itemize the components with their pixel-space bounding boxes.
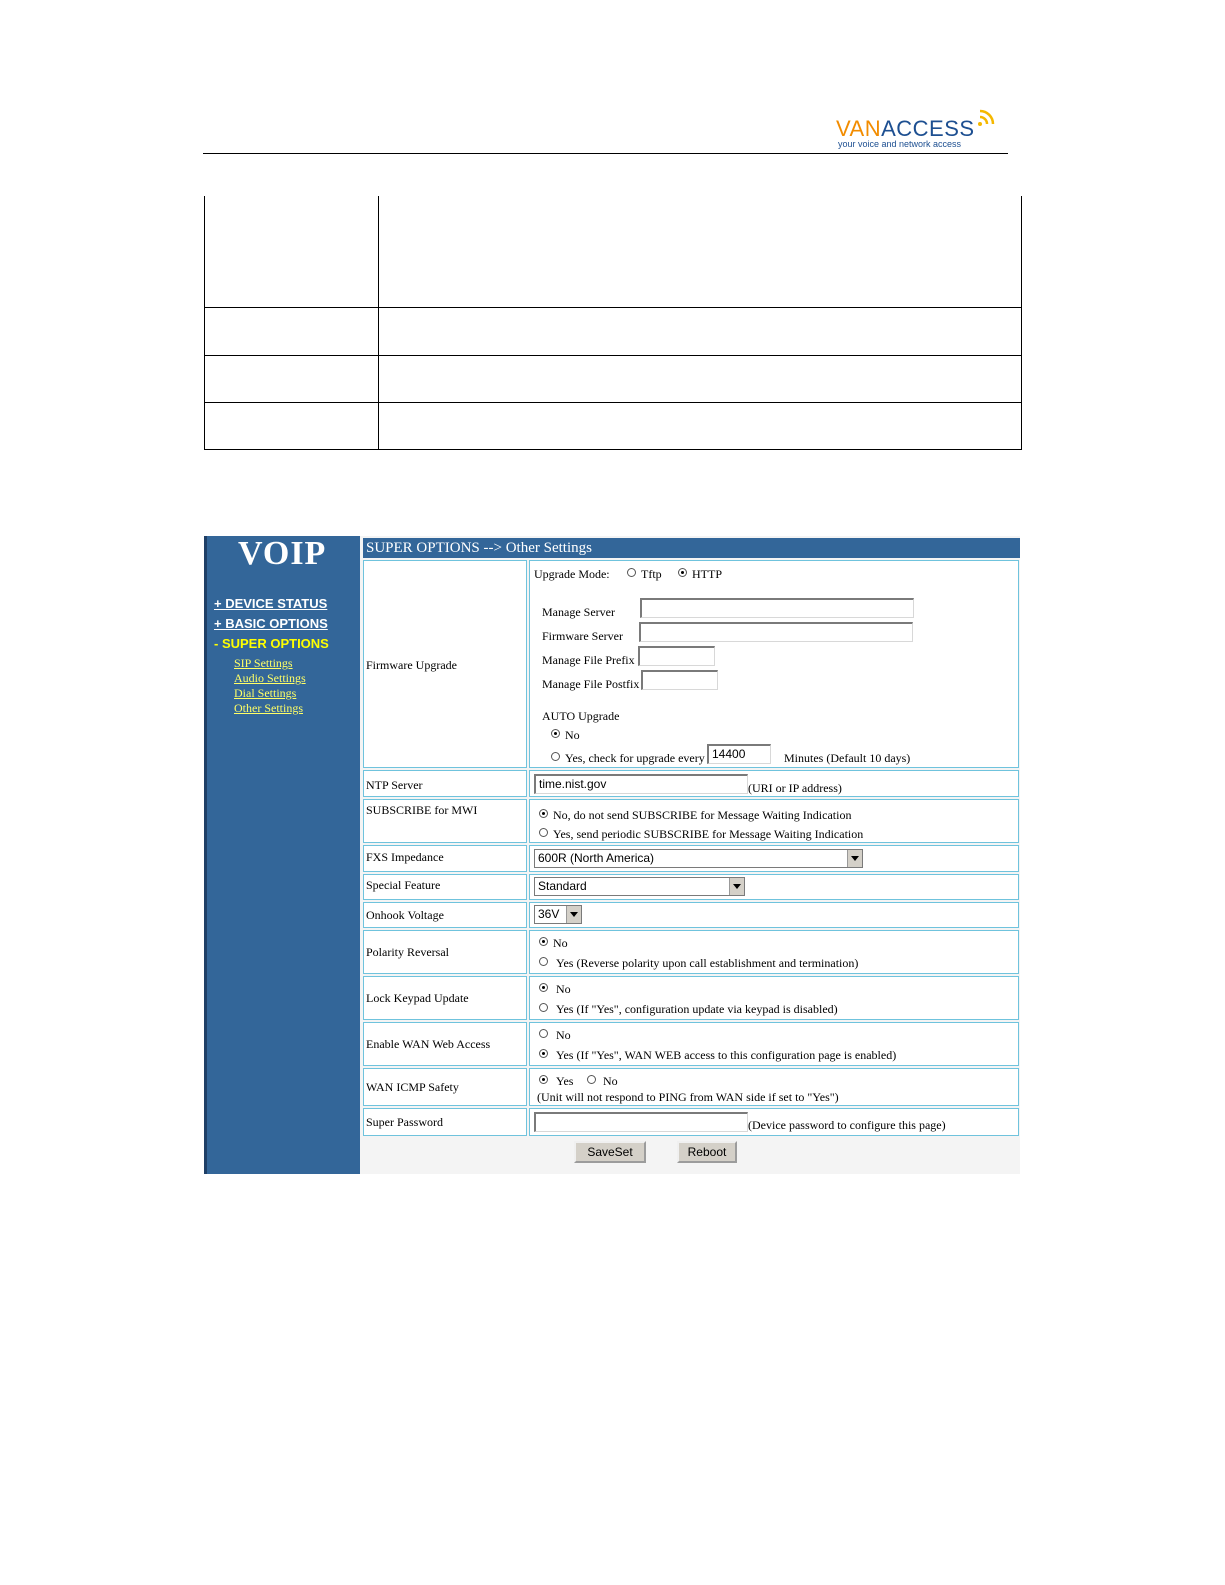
polarity-no-label: No xyxy=(553,936,568,950)
logo-wordmark: VANACCESS xyxy=(836,116,975,141)
polarity-yes-label: Yes (Reverse polarity upon call establishment and termination) xyxy=(556,956,859,970)
mwi-label: SUBSCRIBE for MWI xyxy=(366,803,478,817)
table-row xyxy=(205,308,1022,355)
sidebar xyxy=(204,536,360,1174)
fxs-impedance-select[interactable] xyxy=(534,849,863,868)
manage-file-postfix-label: Manage File Postfix xyxy=(542,677,640,691)
table-row xyxy=(205,402,1022,449)
logo-tagline: your voice and network access xyxy=(838,139,962,149)
nav-basic-options[interactable]: + BASIC OPTIONS xyxy=(214,616,328,631)
page-title: SUPER OPTIONS --> Other Settings xyxy=(363,538,1020,558)
nav-dial-settings[interactable]: Dial Settings xyxy=(234,686,297,700)
auto-upgrade-yes-radio[interactable] xyxy=(551,752,560,761)
wan-web-no-radio[interactable] xyxy=(539,1029,548,1038)
onhook-voltage-select[interactable] xyxy=(534,905,582,924)
icmp-no-radio[interactable] xyxy=(587,1075,596,1084)
mwi-yes-label: Yes, send periodic SUBSCRIBE for Message Waiting Indication xyxy=(553,827,864,841)
fxs-impedance-label: FXS Impedance xyxy=(366,850,444,864)
auto-upgrade-no-radio[interactable] xyxy=(551,729,560,738)
polarity-reversal-label: Polarity Reversal xyxy=(366,945,449,959)
wan-web-yes-radio[interactable] xyxy=(539,1049,548,1058)
nav-sip-settings[interactable]: SIP Settings xyxy=(234,656,293,670)
ntp-server-label: NTP Server xyxy=(366,778,423,792)
mwi-yes-radio[interactable] xyxy=(539,828,548,837)
super-password-label: Super Password xyxy=(366,1115,443,1129)
chevron-down-icon[interactable] xyxy=(729,878,744,895)
lock-no-label: No xyxy=(556,982,571,996)
wan-web-yes-label: Yes (If "Yes", WAN WEB access to this configuration page is enabled) xyxy=(556,1048,897,1062)
polarity-no-radio[interactable] xyxy=(539,937,548,946)
manage-file-postfix-input[interactable] xyxy=(641,670,718,690)
auto-upgrade-label: AUTO Upgrade xyxy=(542,709,620,723)
manage-server-label: Manage Server xyxy=(542,605,615,619)
icmp-yes-radio[interactable] xyxy=(539,1075,548,1084)
voip-config-screenshot xyxy=(204,536,1020,1174)
nav-super-options[interactable]: - SUPER OPTIONS xyxy=(214,636,329,651)
lock-yes-radio[interactable] xyxy=(539,1003,548,1012)
nav-device-status[interactable]: + DEVICE STATUS xyxy=(214,596,328,611)
chevron-down-icon[interactable] xyxy=(566,906,581,923)
nav-audio-settings[interactable]: Audio Settings xyxy=(234,671,306,685)
upgrade-interval-unit: Minutes (Default 10 days) xyxy=(784,751,911,765)
wan-icmp-label: WAN ICMP Safety xyxy=(366,1080,459,1094)
ntp-server-input[interactable]: time.nist.gov xyxy=(534,774,748,794)
firmware-server-input[interactable] xyxy=(639,622,913,642)
manage-file-prefix-label: Manage File Prefix xyxy=(542,653,635,667)
firmware-server-label: Firmware Server xyxy=(542,629,623,643)
chevron-down-icon[interactable] xyxy=(847,850,862,867)
upgrade-mode-http-label: HTTP xyxy=(692,567,722,581)
upgrade-mode-http-radio[interactable] xyxy=(678,568,687,577)
vanaccess-logo xyxy=(836,106,1008,152)
mwi-no-radio[interactable] xyxy=(539,809,548,818)
wan-web-no-label: No xyxy=(556,1028,571,1042)
icmp-no-label: No xyxy=(603,1074,618,1088)
special-feature-select[interactable] xyxy=(534,877,745,896)
auto-upgrade-yes-label: Yes, check for upgrade every xyxy=(565,751,705,765)
mwi-no-label: No, do not send SUBSCRIBE for Message Waiting Indication xyxy=(553,808,852,822)
onhook-value-cell xyxy=(529,902,1019,928)
reboot-button[interactable]: Reboot xyxy=(677,1141,737,1163)
saveset-button[interactable]: SaveSet xyxy=(574,1141,646,1163)
auto-upgrade-no-label: No xyxy=(565,728,580,742)
manage-file-prefix-input[interactable] xyxy=(638,646,715,666)
table-row xyxy=(205,355,1022,402)
lock-yes-label: Yes (If "Yes", configuration update via keypad is disabled) xyxy=(556,1002,838,1016)
upgrade-mode-label: Upgrade Mode: xyxy=(534,567,610,581)
wan-web-access-label: Enable WAN Web Access xyxy=(366,1037,491,1051)
super-password-hint: (Device password to configure this page) xyxy=(748,1118,946,1132)
ntp-server-hint: (URI or IP address) xyxy=(748,781,842,795)
fxs-impedance-value: 600R (North America) xyxy=(538,851,655,865)
nav-other-settings[interactable]: Other Settings xyxy=(234,701,303,715)
icmp-note: (Unit will not respond to PING from WAN side if set to "Yes") xyxy=(537,1090,839,1104)
onhook-voltage-label: Onhook Voltage xyxy=(366,908,444,922)
icmp-yes-label: Yes xyxy=(556,1074,574,1088)
upgrade-mode-tftp-label: Tftp xyxy=(641,567,662,581)
super-password-input[interactable] xyxy=(534,1112,748,1132)
polarity-yes-radio[interactable] xyxy=(539,957,548,966)
lock-no-radio[interactable] xyxy=(539,983,548,992)
voip-brand: VOIP xyxy=(238,535,327,572)
firmware-upgrade-label: Firmware Upgrade xyxy=(366,658,457,672)
manage-server-input[interactable] xyxy=(640,598,914,618)
upgrade-interval-input[interactable]: 14400 xyxy=(707,744,771,764)
document-table xyxy=(204,196,1022,450)
special-feature-value: Standard xyxy=(538,879,587,893)
header-rule xyxy=(203,153,1008,154)
table-row xyxy=(205,196,1022,308)
upgrade-mode-tftp-radio[interactable] xyxy=(627,568,636,577)
onhook-voltage-value: 36V xyxy=(538,907,560,921)
special-feature-label: Special Feature xyxy=(366,878,441,892)
lock-keypad-label: Lock Keypad Update xyxy=(366,991,469,1005)
wireless-waves-icon xyxy=(976,106,998,128)
